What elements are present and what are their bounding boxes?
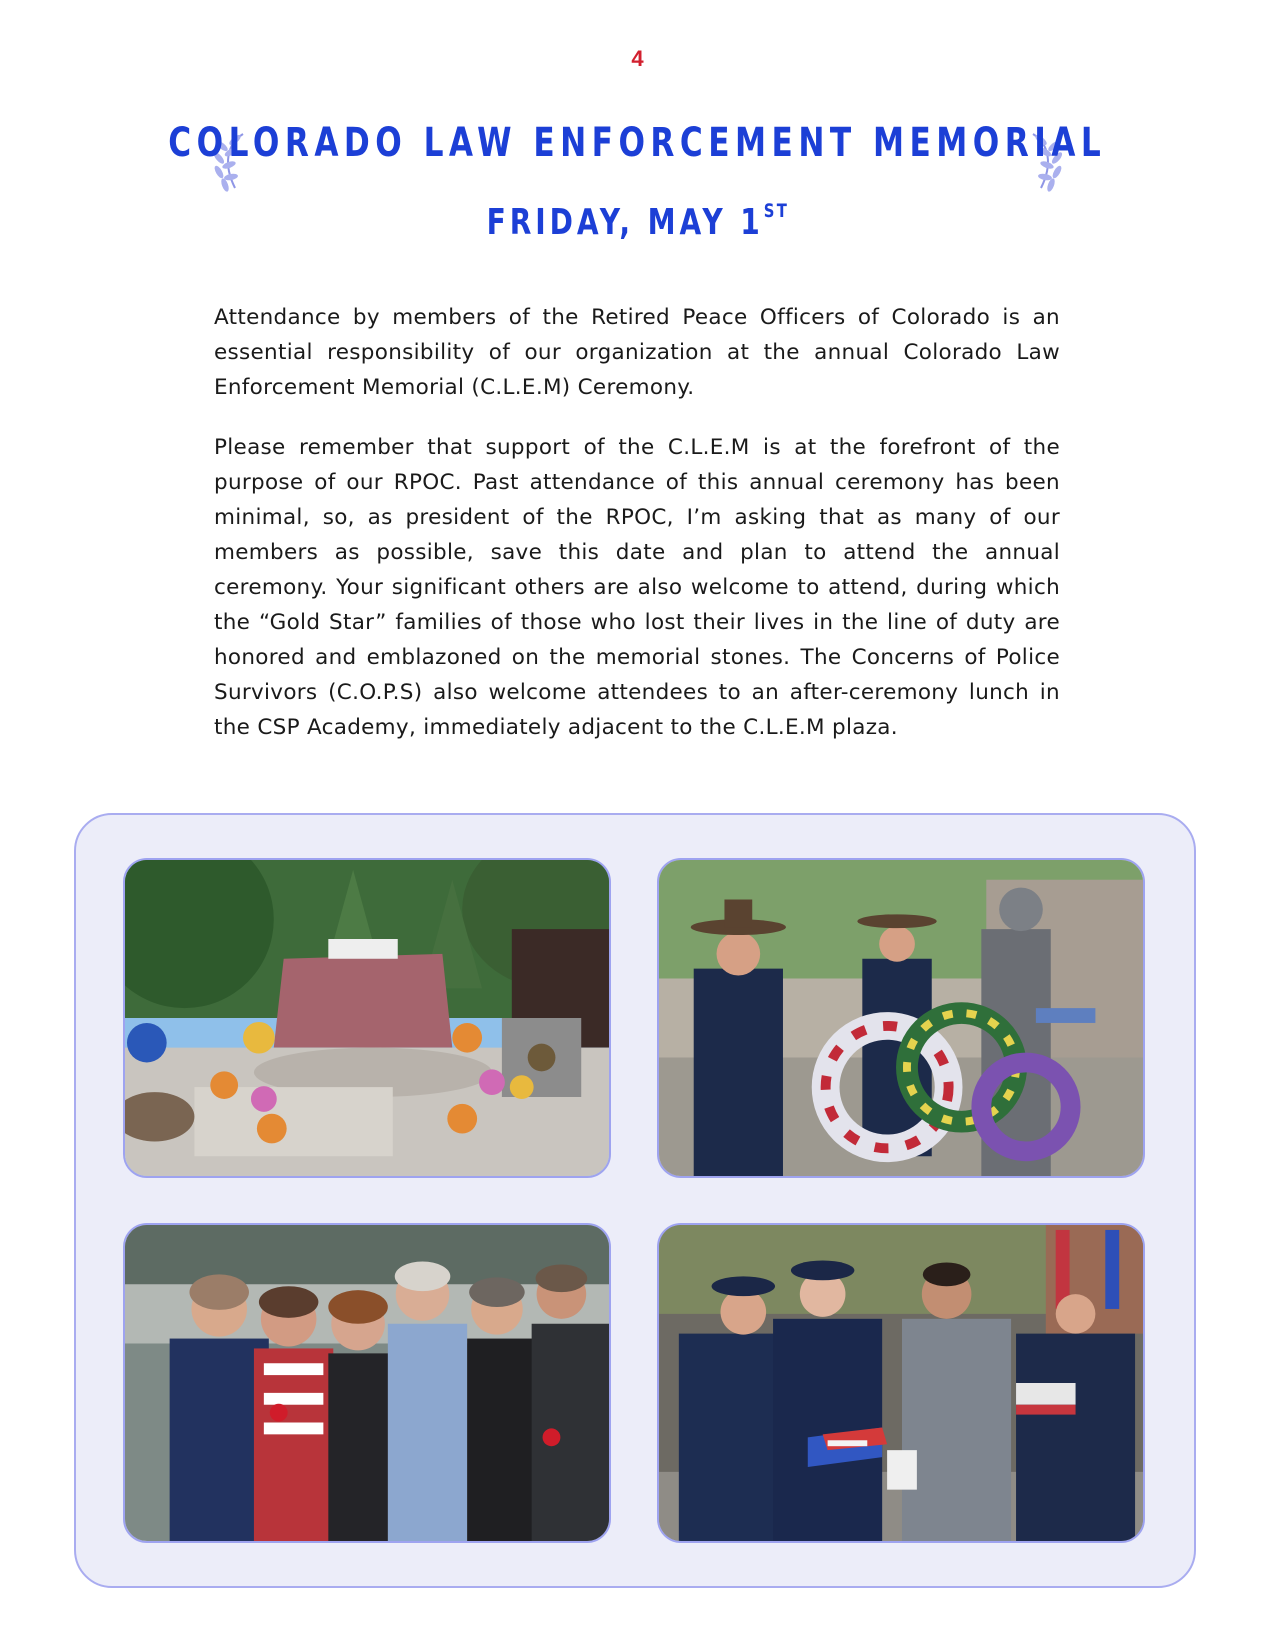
page-title: COLORADO LAW ENFORCEMENT MEMORIAL	[168, 120, 1107, 166]
event-date-suffix: ST	[763, 200, 789, 222]
photo-gallery	[74, 813, 1196, 1588]
page-number: 4	[631, 46, 644, 71]
event-date-text: FRIDAY, MAY 1	[486, 202, 764, 243]
photo-flag-presentation	[657, 1223, 1145, 1543]
event-date	[0, 202, 1275, 243]
body-text	[214, 300, 1060, 770]
paragraph-attendance: Attendance by members of the Retired Peace Officers of Colorado is an essential responsibility of our organization at the annual Colorado Law Enforcement Memorial (C.L.E.M) Ceremony.	[214, 305, 1060, 400]
photo-memorial-plaza	[123, 858, 611, 1178]
paragraph-support: Please remember that support of the C.L.E.M is at the forefront of the purpose of our RPOC. Past attendance of this annual ceremony has been minimal, so, as president of the RPOC, I’m asking that as many of our members as possible, save this date and plan to attend the annual ceremony. Your significant others are also welcome to attend, during which the “Gold Star” families of those who lost their lives in the line of duty are honored and emblazoned on the memorial stones. The Concerns of Police Survivors (C.O.P.S) also welcome attendees to an after-ceremony lunch in the CSP Academy, immediately adjacent to the C.L.E.M plaza.	[214, 435, 1060, 740]
photo-honor-guard-wreaths	[657, 858, 1145, 1178]
photo-families-bowing	[123, 1223, 611, 1543]
title-block	[0, 120, 1275, 166]
